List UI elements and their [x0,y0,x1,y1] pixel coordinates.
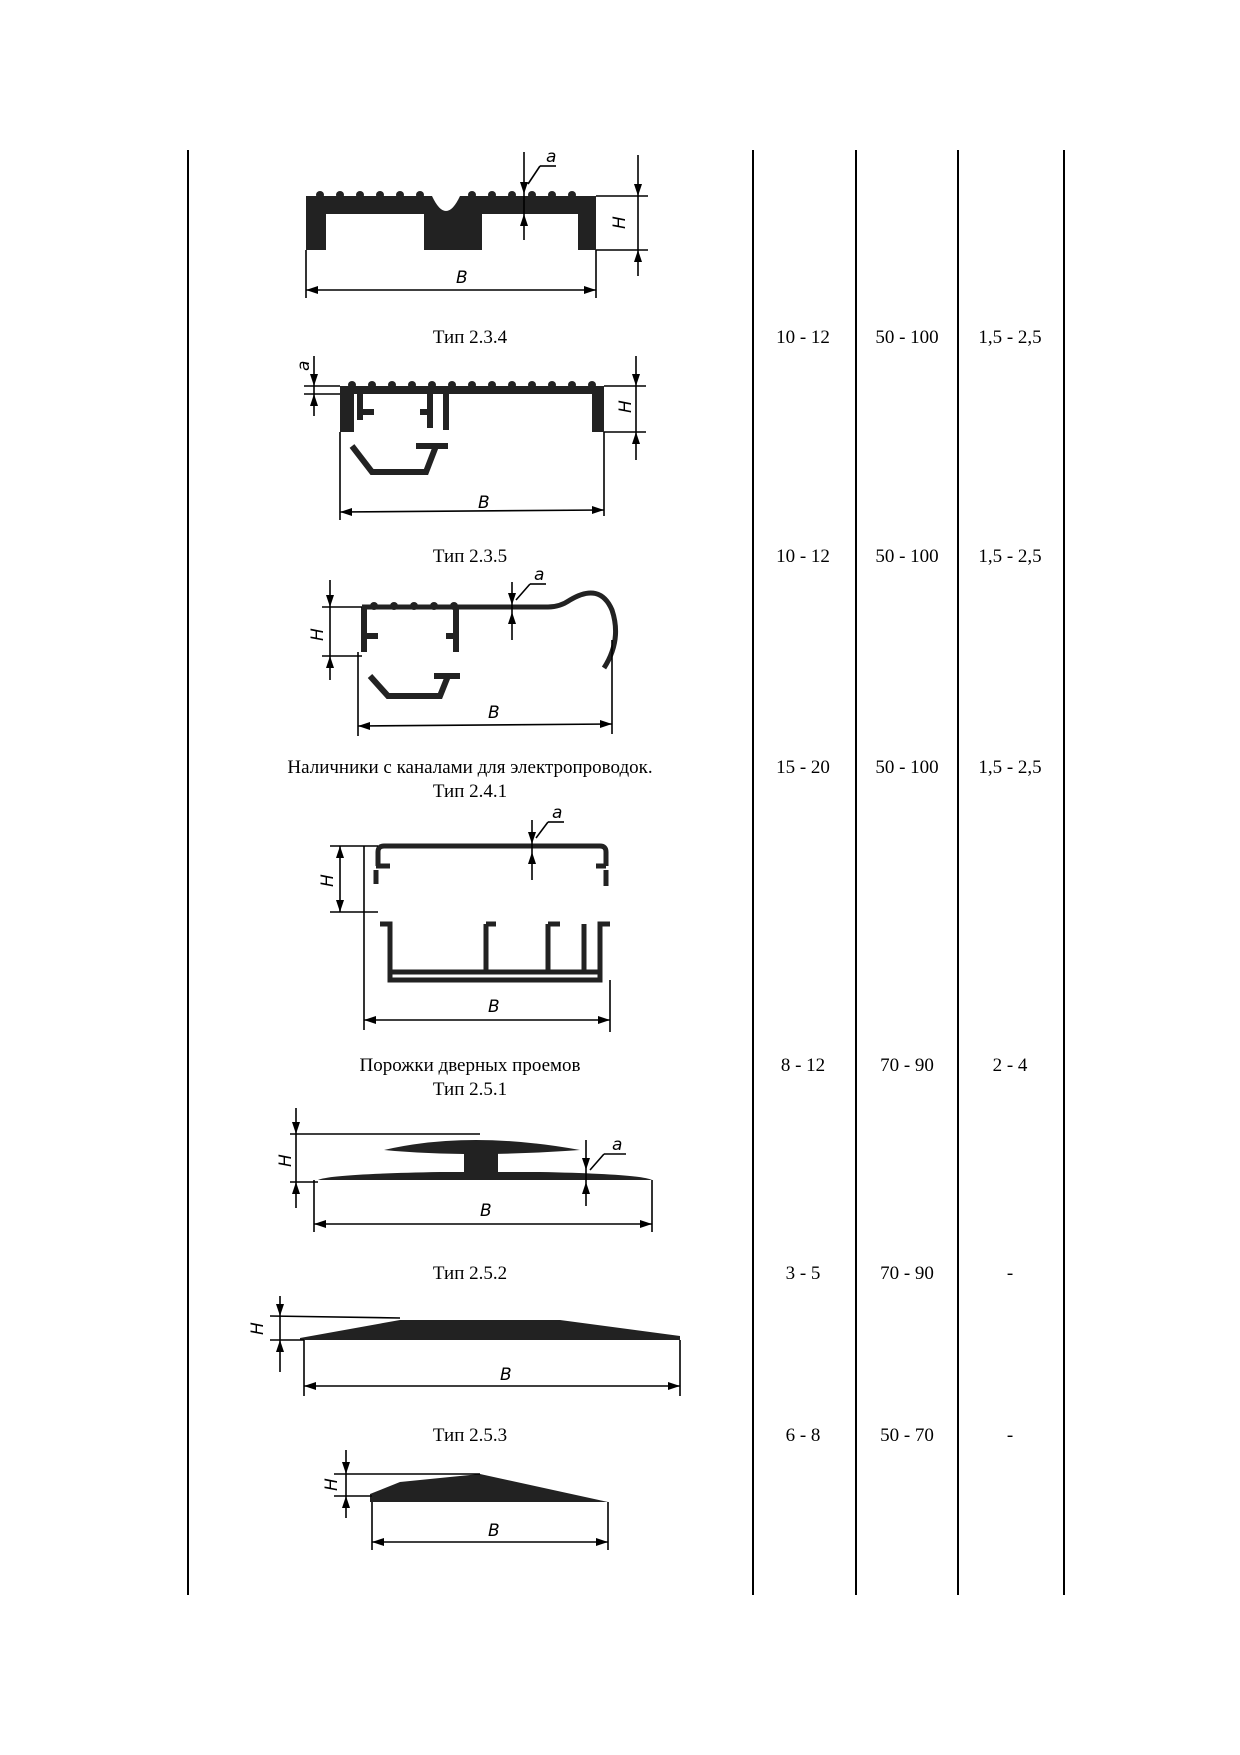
dim-h-label: H [616,400,636,413]
value-cell: 1,5 - 2,5 [978,327,1042,348]
dim-h-label: H [322,1478,342,1491]
dim-b-label: B [488,703,500,723]
label-line: Наличники с каналами для электропроводок. [287,757,653,778]
dim-a-label: a [612,1135,623,1155]
dim-b-label: B [500,1365,512,1385]
value-cell: 70 - 90 [880,1055,934,1076]
value-cell: 50 - 100 [875,546,939,567]
dim-h-label: H [248,1322,268,1335]
label-line: Тип 2.3.4 [432,327,508,348]
value-cell: 50 - 70 [880,1425,934,1446]
dim-b-label: B [480,1201,492,1221]
dim-h-label: H [318,874,338,887]
dim-b-label: B [478,493,490,513]
value-cell: 50 - 100 [875,757,939,778]
dim-a-label: a [534,565,545,585]
dim-h-label: H [610,216,630,229]
dim-b-label: B [488,1521,500,1541]
label-line: Тип 2.3.5 [432,546,508,567]
value-cell: 15 - 20 [776,757,830,778]
label-line: Тип 2.5.2 [432,1263,508,1284]
value-cell: 70 - 90 [880,1263,934,1284]
value-cell: - [1006,1263,1014,1284]
value-cell: 1,5 - 2,5 [978,546,1042,567]
value-cell: 6 - 8 [785,1425,821,1446]
dim-b-label: B [488,997,500,1017]
value-cell: - [1006,1425,1014,1446]
value-cell: 1,5 - 2,5 [978,757,1042,778]
dim-h-label: H [308,628,328,641]
value-cell: 50 - 100 [875,327,939,348]
value-cell: 10 - 12 [776,546,830,567]
label-line: Тип 2.5.1 [432,1079,508,1100]
label-line: Тип 2.4.1 [432,781,508,802]
dim-a-label: a [546,147,557,167]
label-line: Порожки дверных проемов [359,1055,581,1076]
dim-a-label: a [294,360,314,371]
value-cell: 10 - 12 [776,327,830,348]
label-line: Тип 2.5.3 [432,1425,508,1446]
value-cell: 3 - 5 [785,1263,821,1284]
dim-h-label: H [276,1154,296,1167]
dim-b-label: B [456,268,468,288]
value-cell: 8 - 12 [780,1055,826,1076]
value-cell: 2 - 4 [992,1055,1028,1076]
dim-a-label: a [552,803,563,823]
